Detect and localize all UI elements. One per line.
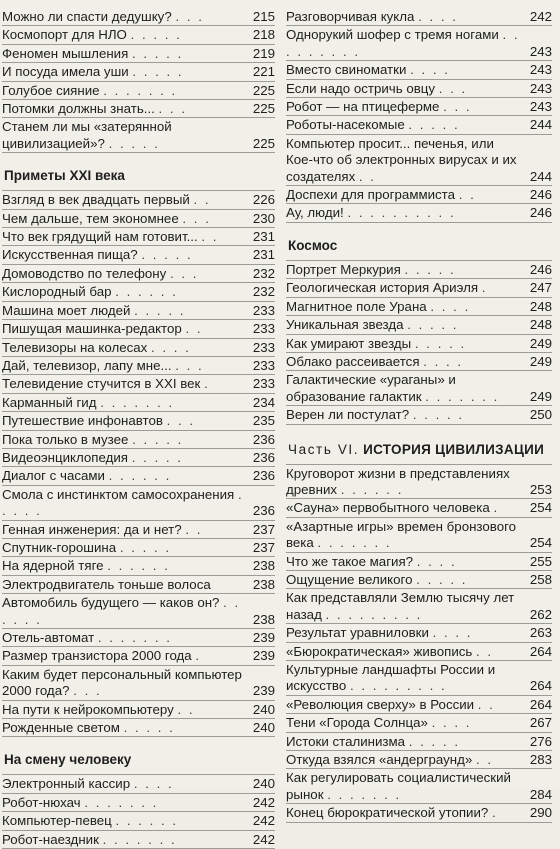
toc-entry <box>2 449 275 467</box>
toc-entry <box>2 576 275 594</box>
entry-title: Компьютер-певец <box>2 813 112 829</box>
entry-page-number: 233 <box>252 339 275 355</box>
entry-title: Если надо остричь овцу <box>286 80 436 96</box>
entry-leader-dots: . . . . . . <box>115 284 178 300</box>
entry-title: Что же такое магия? <box>286 553 414 569</box>
toc-entry <box>2 467 275 485</box>
entry-leader-dots: . . . . . . . <box>97 630 172 645</box>
right-column <box>286 8 552 823</box>
toc-entry <box>286 279 552 297</box>
entry-title: Телевидение стучится в XXI век <box>2 376 201 392</box>
toc-entry <box>286 316 552 334</box>
entry-title: Электродвигатель тоньше волоса <box>2 576 211 592</box>
entry-page-number: 233 <box>252 321 275 337</box>
entry-title: Робот-нюхач <box>2 794 81 810</box>
toc-entry <box>2 539 275 557</box>
entry-leader-dots: . . . <box>438 80 468 96</box>
entry-title: Робот — на птицеферме <box>286 99 440 115</box>
entry-leader-dots: . . . . . . . <box>103 82 178 98</box>
toc-entry <box>2 701 275 719</box>
entry-page-number: 246 <box>529 261 552 277</box>
entry-title: Ау, люди! <box>286 205 344 221</box>
entry-leader-dots: . . <box>177 701 195 717</box>
entry-leader-dots: . . . . . . . <box>102 831 177 847</box>
entry-title: Пока только в музее <box>2 431 129 447</box>
entry-page-number: 290 <box>529 805 552 821</box>
entry-leader-dots: . . . . . . . <box>327 786 402 802</box>
toc-entry <box>2 412 275 430</box>
entry-page-number: 240 <box>252 776 275 792</box>
entry-page-number: 264 <box>529 696 552 712</box>
entry-leader-dots: . . . . . . . <box>317 535 392 551</box>
toc-entry <box>2 594 275 629</box>
entry-page-number: 243 <box>529 62 552 78</box>
entry-page-number: 243 <box>529 99 552 115</box>
entry-title: Роботы-насекомые <box>286 117 405 133</box>
entry-title: Разговорчивая кукла <box>286 9 415 24</box>
entry-title: Робот-наездник <box>2 831 99 847</box>
entry-leader-dots: . . <box>476 752 494 768</box>
entry-leader-dots: . <box>195 648 202 664</box>
entry-title: Феномен мышления <box>2 45 129 61</box>
entry-page-number: 240 <box>252 720 275 736</box>
toc-entry <box>2 191 275 209</box>
entry-page-number: 239 <box>252 648 275 664</box>
entry-leader-dots: . . . . . <box>408 733 461 749</box>
entry-leader-dots: . . . . . <box>141 247 193 263</box>
entry-page-number: 254 <box>529 535 552 551</box>
toc-entry <box>286 353 552 371</box>
entry-title: Результат уравниловки <box>286 625 429 641</box>
entry-page-number: 225 <box>252 82 275 98</box>
entry-page-number: 242 <box>252 813 275 829</box>
toc-entry <box>2 246 275 264</box>
toc-entry <box>2 339 275 357</box>
toc-entry <box>286 571 552 589</box>
toc-entry <box>2 26 275 44</box>
entry-title: Тени «Города Солнца» <box>286 715 428 731</box>
section-heading-xxi: Приметы XXI века <box>2 153 275 191</box>
entry-leader-dots: . <box>493 500 500 516</box>
entry-title: Взгляд в век двадцать первый <box>2 192 190 208</box>
toc-entry <box>2 486 275 521</box>
entry-title: Магнитное поле Урана <box>286 298 427 314</box>
entry-leader-dots: . . . . . . . . . . <box>347 205 456 221</box>
entry-title: Космопорт для НЛО <box>2 27 127 43</box>
entry-leader-dots: . . . . <box>133 776 174 792</box>
entry-page-number: 255 <box>529 553 552 569</box>
toc-entry <box>286 298 552 316</box>
toc-entry <box>286 186 552 204</box>
entry-leader-dots: . . . . . <box>408 117 460 133</box>
entry-page-number: 236 <box>252 449 275 465</box>
entry-title: Откуда взялся «андерграунд» <box>286 752 473 768</box>
entry-page-number: 243 <box>529 80 552 96</box>
toc-entry <box>2 794 275 812</box>
toc-entry <box>2 831 275 849</box>
entry-title: Что век грядущий нам готовит... <box>2 229 198 245</box>
entry-leader-dots: . . . . . . . . . <box>325 606 423 622</box>
entry-title: Отель-автомат <box>2 630 95 645</box>
entry-page-number: 246 <box>529 205 552 221</box>
section-replacement-entries <box>2 775 275 849</box>
toc-entry <box>286 61 552 79</box>
entry-leader-dots: . . <box>458 187 476 203</box>
entry-title: Размер транзистора 2000 года <box>2 648 192 664</box>
entry-page-number: 238 <box>252 611 275 627</box>
entry-page-number: 231 <box>252 247 275 263</box>
entry-leader-dots: . . . . . <box>132 45 184 61</box>
entry-leader-dots: . . . . . <box>407 317 459 333</box>
toc-entry <box>286 751 552 769</box>
entry-leader-dots: . . . <box>166 413 196 429</box>
entry-leader-dots: . . . . . <box>412 407 465 423</box>
part-heading <box>286 425 552 465</box>
entry-page-number: 237 <box>252 521 275 537</box>
section-cosmos-entries <box>286 261 552 425</box>
entry-leader-dots: . . <box>185 321 203 337</box>
toc-entry <box>286 714 552 732</box>
entry-leader-dots: . . . . . <box>108 135 160 151</box>
entry-title: Генная инженерия: да и нет? <box>2 521 182 537</box>
toc-entry <box>2 629 275 647</box>
entry-page-number: 225 <box>252 135 275 151</box>
entry-page-number: 248 <box>529 317 552 333</box>
entry-leader-dots: . . <box>358 168 377 184</box>
entry-title: Рожденные светом <box>2 720 120 736</box>
entry-title: Портрет Меркурия <box>286 261 401 277</box>
entry-page-number: 238 <box>252 558 275 574</box>
entry-page-number: 284 <box>529 786 552 802</box>
entry-page-number: 236 <box>252 468 275 484</box>
entry-title: Видеоэнциклопедия <box>2 449 128 465</box>
toc-entry <box>286 643 552 661</box>
toc-entry <box>286 499 552 517</box>
toc-entry <box>286 98 552 116</box>
entry-page-number: 244 <box>529 117 552 133</box>
toc-entry <box>2 775 275 793</box>
section-xxi-entries <box>2 191 275 737</box>
entry-leader-dots: . . <box>201 229 219 245</box>
entry-page-number: 249 <box>529 388 552 404</box>
entry-title: На ядерной тяге <box>2 558 104 574</box>
entry-title: Компьютер просит... печенья, или Кое-что об электронных вирусах и их создателях <box>286 135 517 184</box>
toc-entry <box>286 80 552 98</box>
toc-entry <box>2 666 275 701</box>
entry-page-number: 239 <box>252 683 275 699</box>
entry-title: Путешествие инфонавтов <box>2 413 163 429</box>
entry-title: Как умирают звезды <box>286 335 412 351</box>
entry-leader-dots: . . <box>477 696 495 712</box>
entry-title: Телевизоры на колесах <box>2 339 148 355</box>
entry-title: Доспехи для программиста <box>286 187 456 203</box>
entry-leader-dots: . . . . <box>416 553 457 569</box>
entry-title: Конец бюрократической утопии? <box>286 805 489 821</box>
part-title: ИСТОРИЯ ЦИВИЛИЗАЦИИ <box>363 441 545 457</box>
entry-title: Карманный гид <box>2 394 97 410</box>
entry-leader-dots: . . . . . . . . . <box>286 27 520 59</box>
entry-page-number: 262 <box>529 606 552 622</box>
entry-title: «Бюрократическая» живопись <box>286 643 473 659</box>
entry-page-number: 233 <box>252 376 275 392</box>
toc-entry <box>286 733 552 751</box>
entry-page-number: 239 <box>252 630 275 645</box>
entry-page-number: 249 <box>529 353 552 369</box>
entry-title: Вместо свиноматки <box>286 62 407 78</box>
section-heading-replacement: На смену человеку <box>2 737 275 775</box>
entry-page-number: 232 <box>252 284 275 300</box>
entry-title: Смола с инстинктом самосохранения <box>2 486 235 502</box>
toc-entry <box>286 135 552 186</box>
entry-page-number: 244 <box>529 168 552 184</box>
entry-page-number: 219 <box>252 45 275 61</box>
entry-page-number: 230 <box>252 210 275 226</box>
entry-leader-dots: . . . <box>175 9 204 24</box>
toc-entry <box>286 465 552 500</box>
entry-page-number: 250 <box>529 407 552 423</box>
entry-title: Машина моет людей <box>2 302 131 318</box>
toc-entry <box>286 696 552 714</box>
entry-title: Круговорот жизни в представлениях древних <box>286 465 510 497</box>
part-label: Часть VI. <box>288 441 360 457</box>
entry-leader-dots: . . . . . <box>119 539 172 555</box>
entry-title: Облако рассеивается <box>286 353 420 369</box>
toc-entry <box>2 375 275 393</box>
entry-leader-dots: . . . . . <box>132 431 184 447</box>
entry-page-number: 218 <box>252 27 275 43</box>
entry-page-number: 247 <box>529 280 552 296</box>
entry-leader-dots: . . . . . . . . . <box>349 678 447 694</box>
entry-leader-dots: . . . <box>443 99 472 115</box>
entry-title: Ощущение великого <box>286 571 413 587</box>
entry-page-number: 215 <box>252 9 275 24</box>
entry-title: Диалог с часами <box>2 468 105 484</box>
entry-page-number: 264 <box>529 643 552 659</box>
toc-entry <box>286 8 552 26</box>
entry-leader-dots: . . <box>476 643 494 659</box>
entry-leader-dots: . . <box>185 521 203 537</box>
entry-leader-dots: . . . . . <box>132 64 184 80</box>
entry-page-number: 242 <box>252 794 275 810</box>
toc-entry <box>2 118 275 153</box>
entry-title: Верен ли постулат? <box>286 407 410 423</box>
entry-title: «Азартные игры» времен бронзового века <box>286 518 517 551</box>
entry-page-number: 248 <box>529 298 552 314</box>
entry-page-number: 233 <box>252 357 275 373</box>
entry-leader-dots: . . . . . . . <box>84 794 159 810</box>
entry-page-number: 226 <box>252 192 275 208</box>
entry-page-number: 264 <box>529 678 552 694</box>
toc-entry <box>2 45 275 63</box>
toc-entry <box>2 647 275 665</box>
entry-leader-dots: . . . <box>169 265 199 281</box>
entry-title: Как регулировать социалистический рынок <box>286 770 511 802</box>
entry-leader-dots: . . . . . <box>131 449 183 465</box>
toc-entry <box>2 812 275 830</box>
toc-entry <box>286 553 552 571</box>
entry-leader-dots: . . . . . <box>130 27 182 43</box>
entry-title: «Революция сверху» в России <box>286 696 475 712</box>
entry-page-number: 267 <box>529 715 552 731</box>
toc-entry <box>2 719 275 737</box>
entry-title: Спутник-горошина <box>2 539 117 555</box>
toc-entry <box>286 661 552 696</box>
entry-title: Уникальная звезда <box>286 317 404 333</box>
toc-entry <box>286 589 552 624</box>
section-heading-cosmos: Космос <box>286 223 552 261</box>
entry-page-number: 246 <box>529 187 552 203</box>
toc-entry <box>286 26 552 61</box>
entry-leader-dots: . . <box>193 192 211 208</box>
toc-entry <box>286 624 552 642</box>
toc-entry <box>286 518 552 553</box>
entry-leader-dots: . . . . <box>410 62 450 78</box>
entry-title: Как представляли Землю тысячу лет назад <box>286 590 515 622</box>
entry-leader-dots: . . . . <box>151 339 191 355</box>
toc-entry <box>2 210 275 228</box>
entry-title: Голубое сияние <box>2 82 100 98</box>
entry-page-number: 231 <box>252 229 275 245</box>
entry-title: Автомобиль будущего — каков он? <box>2 595 220 611</box>
toc-entry <box>286 406 552 424</box>
entry-leader-dots: . . . <box>175 357 204 373</box>
toc-entry <box>286 204 552 222</box>
toc-entry <box>2 357 275 375</box>
entry-leader-dots: . . . . . <box>416 571 468 587</box>
entry-title: И посуда имела уши <box>2 64 129 80</box>
entry-leader-dots: . . . . . <box>2 486 244 519</box>
entry-title: Истоки сталинизма <box>286 733 406 749</box>
entry-leader-dots: . . . <box>73 683 102 699</box>
entry-leader-dots: . . . . . . <box>115 813 179 829</box>
right-top-entries <box>286 8 552 223</box>
entry-title: Дай, телевизор, лапу мне... <box>2 357 172 373</box>
toc-entry <box>286 116 552 134</box>
entry-page-number: 258 <box>529 571 552 587</box>
entry-title: Однорукий шофер с тремя ногами <box>286 27 499 43</box>
entry-leader-dots: . <box>204 376 210 392</box>
entry-page-number: 221 <box>252 64 275 80</box>
entry-title: На пути к нейрокомпьютеру <box>2 701 174 717</box>
entry-page-number: 237 <box>252 539 275 555</box>
entry-title: Культурные ландшафты России и искусство <box>286 662 496 694</box>
entry-leader-dots: . . . . . <box>123 720 175 736</box>
toc-entry <box>2 265 275 283</box>
entry-page-number: 236 <box>252 503 275 519</box>
toc-entry <box>2 228 275 246</box>
entry-page-number: 236 <box>252 431 275 447</box>
entry-leader-dots: . . . . . <box>414 335 467 351</box>
entry-leader-dots: . <box>481 280 488 296</box>
entry-leader-dots: . . . <box>158 101 188 117</box>
entry-title: Каким будет персональный компьютер 2000 года? <box>2 666 242 699</box>
entry-title: Кислородный бар <box>2 284 112 300</box>
entry-title: Потомки должны знать... <box>2 101 155 117</box>
entry-leader-dots: . . . . . . <box>108 468 172 484</box>
entry-leader-dots: . . . . <box>423 353 464 369</box>
toc-entry <box>286 335 552 353</box>
left-top-entries <box>2 8 275 153</box>
toc-entry <box>2 302 275 320</box>
entry-leader-dots: . . . . . . <box>2 595 241 627</box>
toc-entry <box>2 100 275 118</box>
entry-page-number: 225 <box>252 101 275 117</box>
entry-page-number: 249 <box>529 335 552 351</box>
entry-title: Чем дальше, тем экономнее <box>2 210 179 226</box>
entry-page-number: 240 <box>252 701 275 717</box>
toc-entry <box>286 371 552 406</box>
entry-page-number: 235 <box>252 413 275 429</box>
toc-entry <box>2 320 275 338</box>
entry-leader-dots: . . . . . . . <box>425 388 500 404</box>
entry-page-number: 238 <box>252 576 275 592</box>
entry-leader-dots: . . . . <box>418 9 459 24</box>
entry-title: Станем ли мы «затерянной цивилизацией»? <box>2 119 172 151</box>
entry-leader-dots: . . . . <box>430 298 471 314</box>
entry-leader-dots: . . . . . . <box>340 481 404 497</box>
entry-title: Геологическая история Ариэля <box>286 280 479 296</box>
toc-entry <box>286 804 552 822</box>
entry-page-number: 263 <box>529 625 552 641</box>
entry-page-number: 242 <box>252 831 275 847</box>
entry-title: «Сауна» первобытного человека <box>286 500 490 516</box>
entry-page-number: 283 <box>529 752 552 768</box>
entry-title: Галактические «ураганы» и образование галактик <box>286 372 456 404</box>
entry-page-number: 276 <box>529 733 552 749</box>
entry-page-number: 232 <box>252 265 275 281</box>
entry-page-number: 253 <box>529 481 552 497</box>
entry-page-number: 243 <box>529 43 552 59</box>
entry-leader-dots: . . . . <box>432 625 473 641</box>
entry-page-number: 254 <box>529 500 552 516</box>
toc-entry <box>2 82 275 100</box>
toc-entry <box>2 521 275 539</box>
entry-title: Искусственная пища? <box>2 247 138 263</box>
left-column <box>2 8 275 849</box>
entry-leader-dots: . . . . . <box>404 261 456 277</box>
toc-entry <box>2 557 275 575</box>
toc-entry <box>2 283 275 301</box>
entry-title: Электронный кассир <box>2 776 131 792</box>
entry-leader-dots: . <box>492 805 498 821</box>
toc-entry <box>2 394 275 412</box>
entry-page-number: 233 <box>252 302 275 318</box>
part-entries <box>286 465 552 823</box>
entry-title: Можно ли спасти дедушку? <box>2 9 172 24</box>
toc-entry <box>286 261 552 279</box>
entry-leader-dots: . . . . <box>431 715 472 731</box>
entry-leader-dots: . . . . . . . <box>100 394 175 410</box>
toc-entry <box>2 8 275 26</box>
entry-leader-dots: . . . . . <box>134 302 186 318</box>
entry-leader-dots: . . . . . . <box>107 558 170 574</box>
entry-title: Пишущая машинка-редактор <box>2 321 182 337</box>
entry-title: Домоводство по телефону <box>2 265 167 281</box>
entry-page-number: 242 <box>529 9 552 24</box>
entry-page-number: 234 <box>252 394 275 410</box>
entry-leader-dots: . . . <box>182 210 211 226</box>
toc-entry <box>2 63 275 81</box>
toc-entry <box>2 431 275 449</box>
